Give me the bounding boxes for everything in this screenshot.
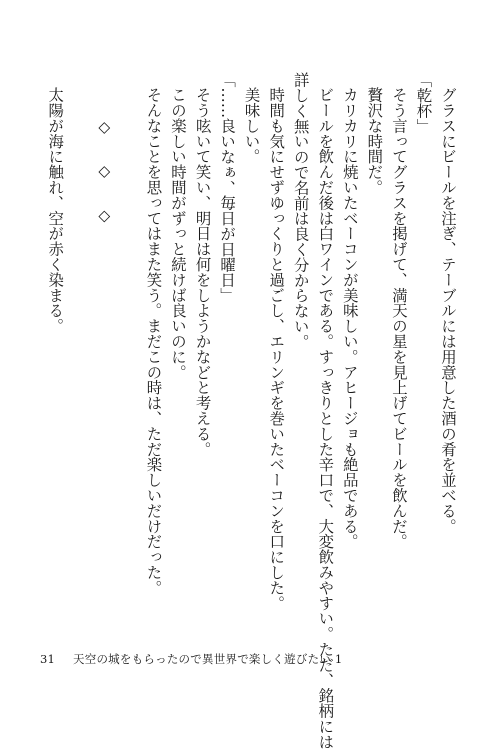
text-line: 時間も気にせずゆっくりと過ごし、エリンギを巻いたベーコンを口にした。 bbox=[267, 87, 286, 611]
text-line: 「……良いなぁ、毎日が日曜日」 bbox=[218, 72, 237, 303]
text-line: そう呟いて笑い、明日は何をしようかなどと考える。 bbox=[193, 87, 212, 457]
text-line: 太陽が海に触れ、空が赤く染まる。 bbox=[46, 87, 65, 334]
scene-break-ornament: ◇ ◇ ◇ bbox=[95, 118, 114, 230]
running-title: 天空の城をもらったので異世界で楽しく遊びたい 1 bbox=[72, 652, 343, 666]
text-line: 贅沢な時間だ。 bbox=[365, 87, 384, 196]
text-line: この楽しい時間がずっと続けば良いのに。 bbox=[168, 87, 187, 380]
text-line: 美味しい。 bbox=[242, 87, 261, 165]
vertical-text-body bbox=[43, 72, 460, 750]
page-number: 31 bbox=[40, 652, 56, 666]
text-line: グラスにビールを注ぎ、テーブルには用意した酒の肴を並べる。 bbox=[439, 87, 457, 534]
text-line: 「乾杯」 bbox=[414, 72, 433, 134]
text-line: カリカリに焼いたベーコンが美味しい。アヒージョも絶品である。 bbox=[340, 87, 359, 550]
text-line: ビールを飲んだ後は白ワインである。すっきりとした辛口で、大変飲みやすい。ただ、銘柄には bbox=[316, 87, 335, 750]
blank-line bbox=[67, 72, 92, 672]
blank-line bbox=[116, 72, 141, 672]
text-line: そう言ってグラスを掲げて、満天の星を見上げてビールを飲んだ。 bbox=[389, 87, 408, 550]
text-line: そんなことを思ってはまた笑う。まだこの時は、ただ楽しいだけだった。 bbox=[144, 87, 163, 596]
text-line: 詳しく無いので名前は良く分からない。 bbox=[291, 72, 310, 350]
page-footer bbox=[40, 651, 342, 667]
